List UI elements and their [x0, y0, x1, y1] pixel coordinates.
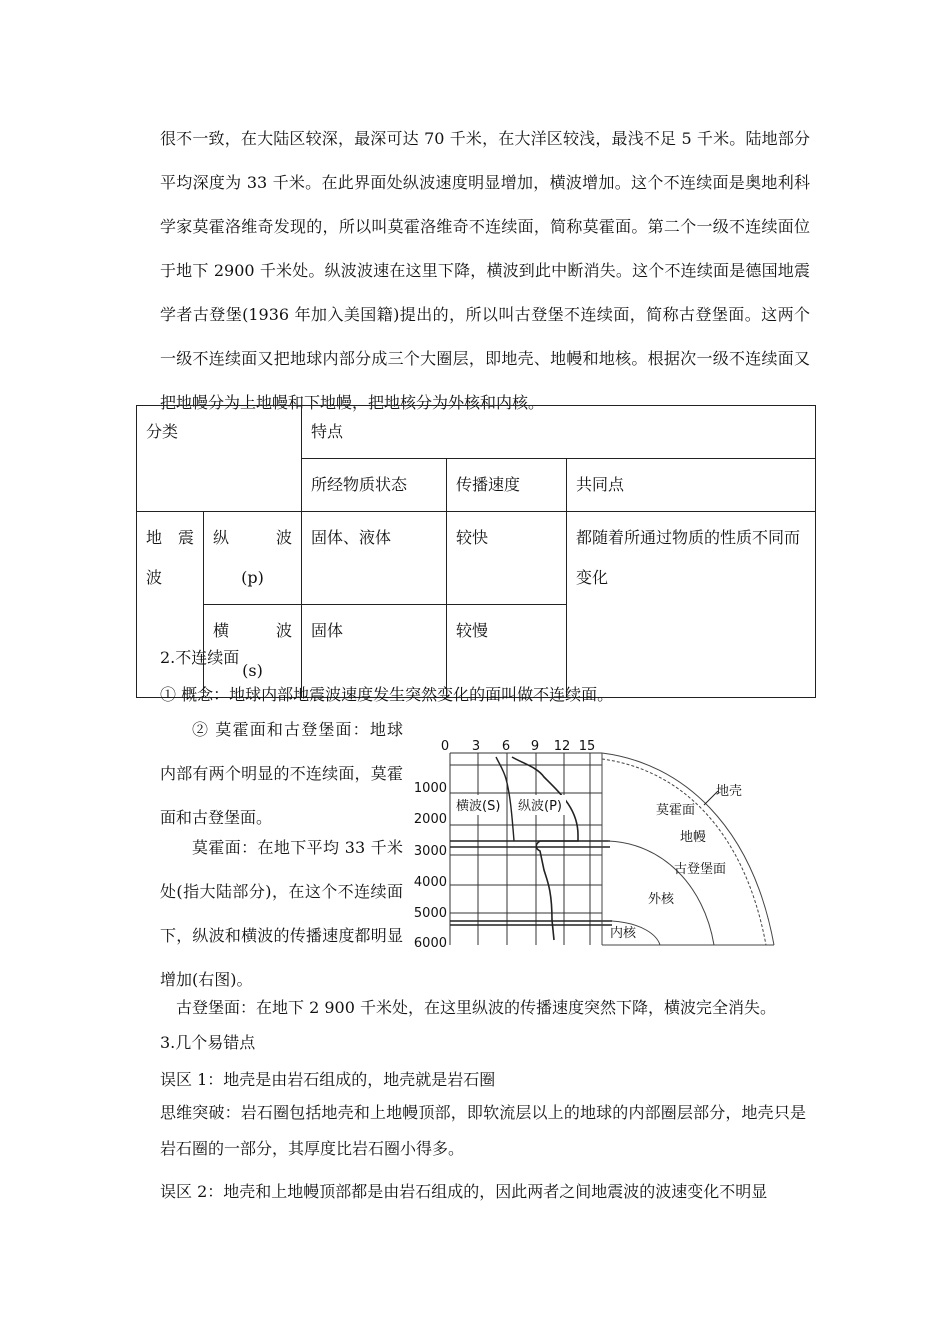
speed-tick: 12: [553, 739, 571, 754]
point2-text: ② 莫霍面和古登堡面：地球内部有两个明显的不连续面，莫霍面和古登堡面。: [160, 720, 403, 827]
p-wave-name: 纵 波 (p): [204, 512, 302, 605]
seismic-wave-cell: 地 震 波: [137, 512, 204, 698]
depth-tick: 3000: [413, 844, 447, 859]
p-wave-label: 纵波(P): [518, 799, 562, 814]
outer-core-label: 外核: [648, 892, 675, 907]
s-wave-label: 横波(S): [456, 799, 501, 814]
speed-tick: 3: [471, 739, 481, 754]
inner-core-label: 内核: [610, 926, 637, 941]
crust-label: 地壳: [716, 784, 743, 799]
moho-label: 莫霍面: [656, 803, 696, 818]
gutenberg-label: 古登堡面: [674, 862, 727, 877]
speed-tick: 9: [530, 739, 540, 754]
depth-tick: 2000: [413, 812, 447, 827]
earth-interior-diagram: [412, 735, 792, 953]
s-wave-speed: 较慢: [447, 605, 567, 698]
mantle-label: 地幔: [680, 830, 707, 845]
header-medium: 所经物质状态: [302, 459, 447, 512]
section2-heading: 2.不连续面: [160, 648, 240, 667]
s-wave-name: 横 波 (s): [204, 605, 302, 698]
p-wave-speed: 较快: [447, 512, 567, 605]
p-wave-medium: 固体、液体: [302, 512, 447, 605]
intro-paragraph: 很不一致，在大陆区较深，最深可达 70 千米，在大洋区较浅，最浅不足 5 千米。陆地部分平均深度为 33 千米。在此界面处纵波速度明显增加，横波增加。这个不连续面是奥地利科学家莫霍洛维奇发现的，所以叫莫霍洛维奇不连续面，简称莫霍面。第二个一级不连续面位于地下 2900 千米处。纵波波速在这里下降，横波到此中断消失。这个不连续面是德国地震学者古登堡(1936 年加入美国籍)提出的，所以叫古登堡不连续面，简称古登堡面。这两个一级不连续面又把地球内部分成三个大圈层，即地壳、地幔和地核。根据次一级不连续面又把地幔分为上地幔和下地幔，把地核分为外核和内核。: [160, 129, 810, 412]
header-classification: 分类: [137, 406, 302, 512]
header-speed: 传播速度: [447, 459, 567, 512]
depth-tick: 5000: [413, 906, 447, 921]
speed-tick: 6: [501, 739, 511, 754]
header-features: 特点: [302, 406, 816, 459]
myth2-text: 误区 2：地壳和上地幔顶部都是由岩石组成的，因此两者之间地震波的波速变化不明显: [160, 1182, 768, 1201]
header-common: 共同点: [567, 459, 816, 512]
breakthrough-text: 思维突破：岩石圈包括地壳和上地幔顶部，即软流层以上的地球的内部圈层部分，地壳只是岩石圈的一部分，其厚度比岩石圈小得多。: [160, 1103, 806, 1158]
speed-tick: 15: [578, 739, 596, 754]
concept-text: ① 概念：地球内部地震波速度发生突然变化的面叫做不连续面。: [160, 685, 614, 704]
section3-heading: 3.几个易错点: [160, 1033, 256, 1052]
gutenberg-text: 古登堡面：在地下 2 900 千米处，在这里纵波的传播速度突然下降，横波完全消失。: [176, 998, 776, 1017]
myth1-text: 误区 1：地壳是由岩石组成的，地壳就是岩石圈: [160, 1070, 496, 1089]
depth-tick: 4000: [413, 875, 447, 890]
speed-tick: 0: [440, 739, 450, 754]
s-wave-medium: 固体: [302, 605, 447, 698]
moho-text: 莫霍面：在地下平均 33 千米处(指大陆部分)，在这个不连续面下，纵波和横波的传播速度都明显增加(右图)。: [160, 838, 403, 989]
depth-tick: 6000: [413, 936, 447, 951]
common-feature: 都随着所通过物质的性质不同而变化: [567, 512, 816, 698]
depth-tick: 1000: [413, 781, 447, 796]
